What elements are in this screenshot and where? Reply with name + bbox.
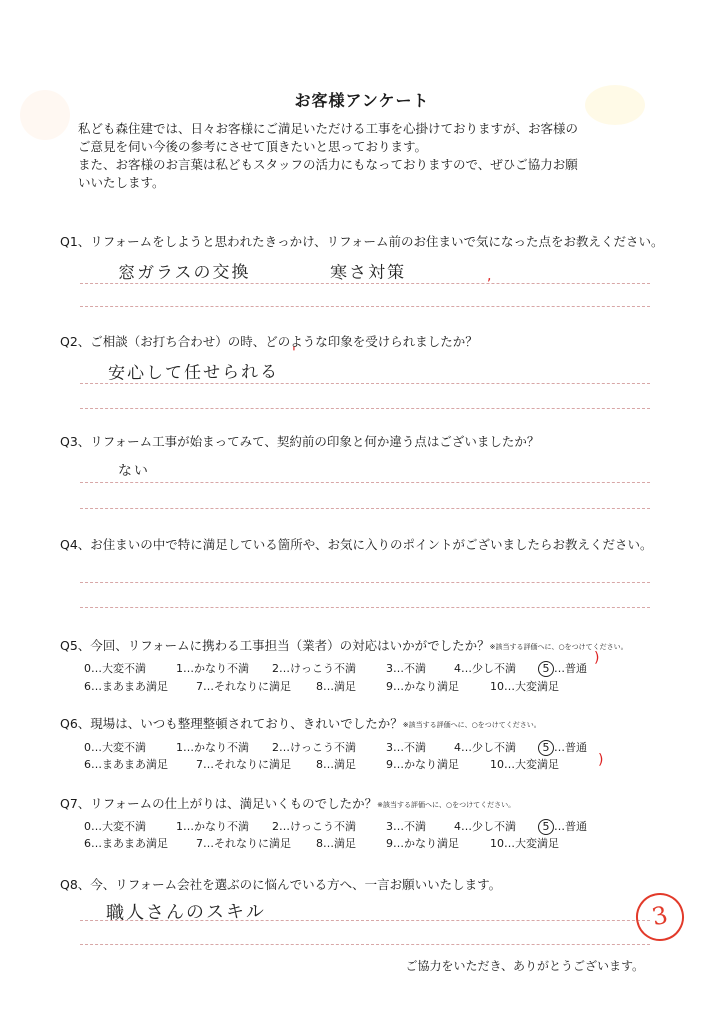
question-6-note: ※該当する評価へに、○をつけてください。	[402, 721, 541, 729]
q3-answer: ない	[117, 462, 151, 480]
rating-option-number: 1	[176, 820, 183, 833]
rating-option-number: 3	[386, 662, 393, 675]
rating-option-label: …不満	[393, 662, 426, 675]
rating-option-number: 9	[386, 837, 393, 850]
rating-option-10	[490, 835, 559, 851]
rating-option-label: …けっこう不満	[279, 820, 356, 833]
rating-option-label: …満足	[323, 680, 356, 693]
rating-option-label: …不満	[393, 820, 426, 833]
rating-option-label: …かなり満足	[393, 837, 459, 850]
rating-option-label: …少し不満	[461, 662, 516, 675]
rating-option-2	[272, 660, 356, 676]
rating-option-number: 2	[272, 820, 279, 833]
rating-option-4	[454, 818, 516, 834]
answer-line	[80, 920, 650, 921]
rating-option-number: 2	[272, 662, 279, 675]
rating-option-number: 5	[538, 740, 554, 756]
rating-option-10	[490, 678, 559, 694]
rating-option-label: …少し不満	[461, 820, 516, 833]
rating-option-number: 3	[386, 741, 393, 754]
rating-option-0	[84, 660, 146, 676]
rating-option-3	[386, 660, 426, 676]
rating-option-8	[316, 835, 356, 851]
rating-option-number: 6	[84, 758, 91, 771]
rating-option-number: 0	[84, 741, 91, 754]
question-7	[60, 794, 515, 812]
question-7-note: ※該当する評価へに、○をつけてください。	[377, 801, 516, 809]
rating-option-label: …満足	[323, 758, 356, 771]
rating-option-number: 10	[490, 758, 504, 771]
rating-option-label: …かなり満足	[393, 758, 459, 771]
rating-option-label: …まあまあ満足	[91, 837, 168, 850]
rating-option-label: …大変不満	[91, 662, 146, 675]
rating-row-q6-a	[84, 739, 644, 755]
rating-option-label: …普通	[554, 662, 587, 675]
rating-option-label: …満足	[323, 837, 356, 850]
question-2: Q2、ご相談（お打ち合わせ）の時、どのような印象を受けられましたか？	[60, 334, 478, 349]
red-check-mark: )	[598, 752, 604, 768]
rating-option-6	[84, 756, 168, 772]
rating-option-number: 7	[196, 837, 203, 850]
rating-option-2	[272, 818, 356, 834]
rating-option-label: …普通	[554, 741, 587, 754]
rating-option-6	[84, 678, 168, 694]
rating-option-2	[272, 739, 356, 755]
score-stamp: 3	[632, 889, 689, 946]
answer-line	[80, 383, 650, 384]
rating-option-label: …まあまあ満足	[91, 758, 168, 771]
rating-option-number: 8	[316, 680, 323, 693]
rating-option-6	[84, 835, 168, 851]
rating-option-1	[176, 739, 249, 755]
rating-option-label: …不満	[393, 741, 426, 754]
answer-line	[80, 408, 650, 409]
rating-option-label: …まあまあ満足	[91, 680, 168, 693]
rating-row-q7-b	[84, 835, 644, 851]
rating-row-q7-a	[84, 818, 644, 834]
rating-option-label: …大変満足	[504, 680, 559, 693]
rating-option-number: 0	[84, 820, 91, 833]
rating-option-number: 5	[538, 819, 554, 835]
rating-option-9	[386, 756, 459, 772]
rating-option-label: …かなり不満	[183, 662, 249, 675]
answer-line	[80, 508, 650, 509]
rating-option-number: 2	[272, 741, 279, 754]
thank-you-text: ご協力をいただき、ありがとうございます。	[405, 959, 644, 973]
red-check-mark: )	[594, 650, 600, 666]
rating-option-4	[454, 739, 516, 755]
question-6	[60, 714, 541, 732]
rating-option-7	[196, 756, 291, 772]
rating-option-label: …大変満足	[504, 837, 559, 850]
rating-option-9	[386, 835, 459, 851]
rating-option-number: 1	[176, 741, 183, 754]
q2-answer: 安心して任せられる	[107, 362, 280, 384]
rating-option-label: …少し不満	[461, 741, 516, 754]
question-5-note: ※該当する評価へに、○をつけてください。	[489, 643, 628, 651]
rating-option-label: …かなり不満	[183, 820, 249, 833]
rating-option-label: …それなりに満足	[203, 837, 291, 850]
rating-option-5	[540, 818, 587, 835]
intro-line: いいたします。	[78, 175, 165, 190]
rating-option-number: 3	[386, 820, 393, 833]
rating-option-number: 1	[176, 662, 183, 675]
rating-option-label: …かなり不満	[183, 741, 249, 754]
rating-option-3	[386, 818, 426, 834]
question-1: Q1、リフォームをしようと思われたきっかけ、リフォーム前のお住まいで気になった点をお教えください。	[60, 234, 664, 249]
rating-option-label: …けっこう不満	[279, 741, 356, 754]
intro-line: ご意見を伺い今後の参考にさせて頂きたいと思っております。	[78, 139, 428, 154]
rating-option-number: 6	[84, 680, 91, 693]
rating-option-number: 10	[490, 837, 504, 850]
intro-line: 私ども森住建では、日々お客様にご満足いただける工事を心掛けておりますが、お客様の	[78, 121, 579, 136]
page-title: お客様アンケート	[294, 91, 430, 110]
rating-option-number: 8	[316, 758, 323, 771]
rating-option-number: 5	[538, 661, 554, 677]
rating-option-0	[84, 739, 146, 755]
question-7-label: Q7、リフォームの仕上がりは、満足いくものでしたか？	[60, 796, 378, 811]
rating-option-8	[316, 678, 356, 694]
red-check-mark: ,	[487, 268, 492, 284]
rating-option-number: 4	[454, 820, 461, 833]
answer-line	[80, 306, 650, 307]
rating-option-label: …それなりに満足	[203, 758, 291, 771]
question-5	[60, 636, 628, 654]
rating-option-7	[196, 835, 291, 851]
rating-option-number: 9	[386, 758, 393, 771]
rating-option-10	[490, 756, 559, 772]
rating-option-8	[316, 756, 356, 772]
answer-line	[80, 944, 650, 945]
answer-line	[80, 283, 650, 284]
rating-option-number: 8	[316, 837, 323, 850]
rating-option-label: …大変不満	[91, 741, 146, 754]
rating-option-0	[84, 818, 146, 834]
rating-option-number: 7	[196, 758, 203, 771]
q1-answer-b: 寒さ対策	[329, 262, 407, 284]
question-5-label: Q5、今回、リフォームに携わる工事担当（業者）の対応はいかがでしたか？	[60, 638, 490, 653]
rating-option-number: 0	[84, 662, 91, 675]
rating-option-1	[176, 818, 249, 834]
answer-line	[80, 582, 650, 583]
rating-option-label: …大変満足	[504, 758, 559, 771]
rating-option-3	[386, 739, 426, 755]
rating-option-4	[454, 660, 516, 676]
rating-option-label: …けっこう不満	[279, 662, 356, 675]
question-3: Q3、リフォーム工事が始まってみて、契約前の印象と何か違う点はございましたか？	[60, 434, 540, 449]
question-4: Q4、お住まいの中で特に満足している箇所や、お気に入りのポイントがございましたらお教えください。	[60, 537, 653, 552]
rating-row-q5-a	[84, 660, 644, 676]
q8-answer: 職人さんのスキル	[105, 901, 266, 924]
rating-option-label: …かなり満足	[393, 680, 459, 693]
rating-option-1	[176, 660, 249, 676]
question-8: Q8、今、リフォーム会社を選ぶのに悩んでいる方へ、一言お願いいたします。	[60, 877, 502, 892]
rating-option-number: 9	[386, 680, 393, 693]
rating-option-number: 7	[196, 680, 203, 693]
rating-option-number: 10	[490, 680, 504, 693]
answer-line	[80, 482, 650, 483]
rating-option-label: …大変不満	[91, 820, 146, 833]
rating-option-number: 6	[84, 837, 91, 850]
red-check-mark: '	[292, 345, 296, 361]
q1-answer-a: 窓ガラスの交換	[117, 262, 251, 284]
rating-option-5	[540, 739, 587, 756]
question-6-label: Q6、現場は、いつも整理整頓されており、きれいでしたか？	[60, 716, 403, 731]
intro-line: また、お客様のお言葉は私どもスタッフの活力にもなっておりますので、ぜひご協力お願	[78, 157, 578, 172]
rating-row-q5-b	[84, 678, 644, 694]
rating-option-number: 4	[454, 741, 461, 754]
rating-option-5	[540, 660, 587, 677]
rating-option-7	[196, 678, 291, 694]
rating-option-label: …それなりに満足	[203, 680, 291, 693]
answer-line	[80, 607, 650, 608]
rating-row-q6-b	[84, 756, 644, 772]
rating-option-9	[386, 678, 459, 694]
rating-option-label: …普通	[554, 820, 587, 833]
rating-option-number: 4	[454, 662, 461, 675]
intro-text	[78, 120, 678, 192]
